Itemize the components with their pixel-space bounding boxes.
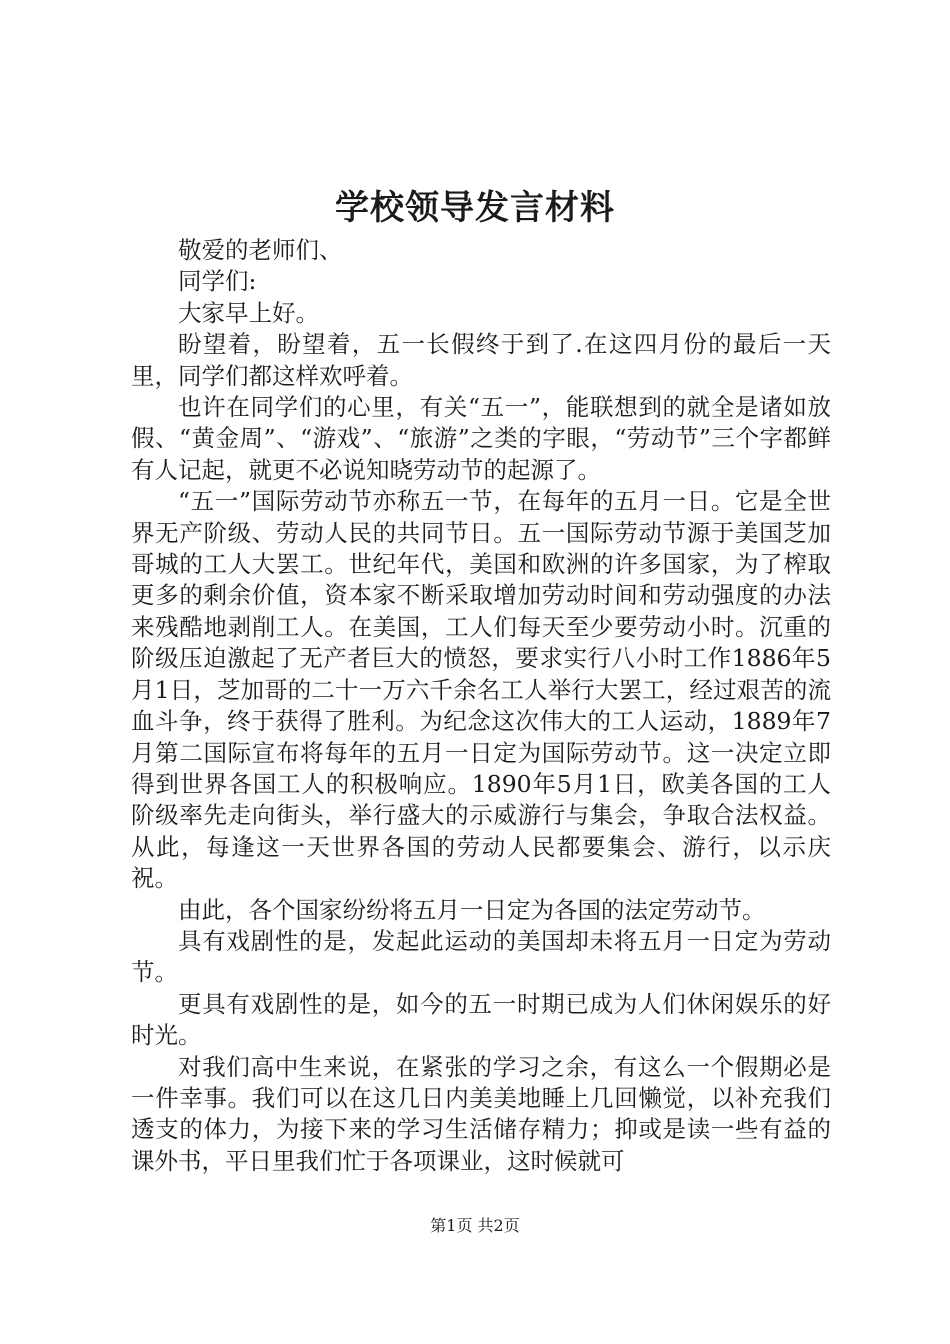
document-title: 学校领导发言材料 [335,188,615,228]
body-paragraph: 对我们高中生来说，在紧张的学习之余，有这么一个假期必是一件幸事。我们可以在这几日内美美地睡上几回懒觉，以补充我们透支的体力，为接下来的学习生活储存精力；抑或是读一些有益的课外书，平日里我们忙于各项课业，这时候就可 [131,1052,831,1175]
body-paragraph: “五一”国际劳动节亦称五一节，在每年的五月一日。它是全世界无产阶级、劳动人民的共同节日。五一国际劳动节源于美国芝加哥城的工人大罢工。世纪年代，美国和欧洲的许多国家，为了榨取更多的剩余价值，资本家不断采取增加劳动时间和劳动强度的办法来残酷地剥削工人。在美国，工人们每天至少要劳动小时。沉重的阶级压迫激起了无产者巨大的愤怒，要求实行八小时工作1886年5月1日，芝加哥的二十一万六千余名工人举行大罢工，经过艰苦的流血斗争，终于获得了胜利。为纪念这次伟大的工人运动，1889年7月第二国际宣布将每年的五月一日定为国际劳动节。这一决定立即得到世界各国工人的积极响应。1890年5月1日，欧美各国的工人阶级率先走向街头，举行盛大的示威游行与集会，争取合法权益。从此，每逢这一天世界各国的劳动人民都要集会、游行，以示庆祝。 [131,487,831,893]
body-paragraph: 盼望着，盼望着，五一长假终于到了.在这四月份的最后一天里，同学们都这样欢呼着。 [131,330,831,390]
salutation-line: 敬爱的老师们、 [178,236,343,264]
body-paragraph: 更具有戏剧性的是，如今的五一时期已成为人们休闲娱乐的好时光。 [131,989,831,1050]
body-paragraph: 由此，各个国家纷纷将五月一日定为各国的法定劳动节。 [178,895,766,924]
document-body [131,235,831,1177]
body-paragraph: 具有戏剧性的是，发起此运动的美国却未将五月一日定为劳动节。 [131,926,831,987]
body-paragraph: 也许在同学们的心里，有关“五一”，能联想到的就全是诸如放假、“黄金周”、“游戏”、“旅游”之类的字眼，“劳动节”三个字都鲜有人记起，就更不必说知晓劳动节的起源了。 [131,393,831,484]
greeting-line: 大家早上好。 [178,298,319,327]
salutation-line: 同学们: [178,267,257,296]
page-number-footer: 第1页 共2页 [430,1216,520,1235]
